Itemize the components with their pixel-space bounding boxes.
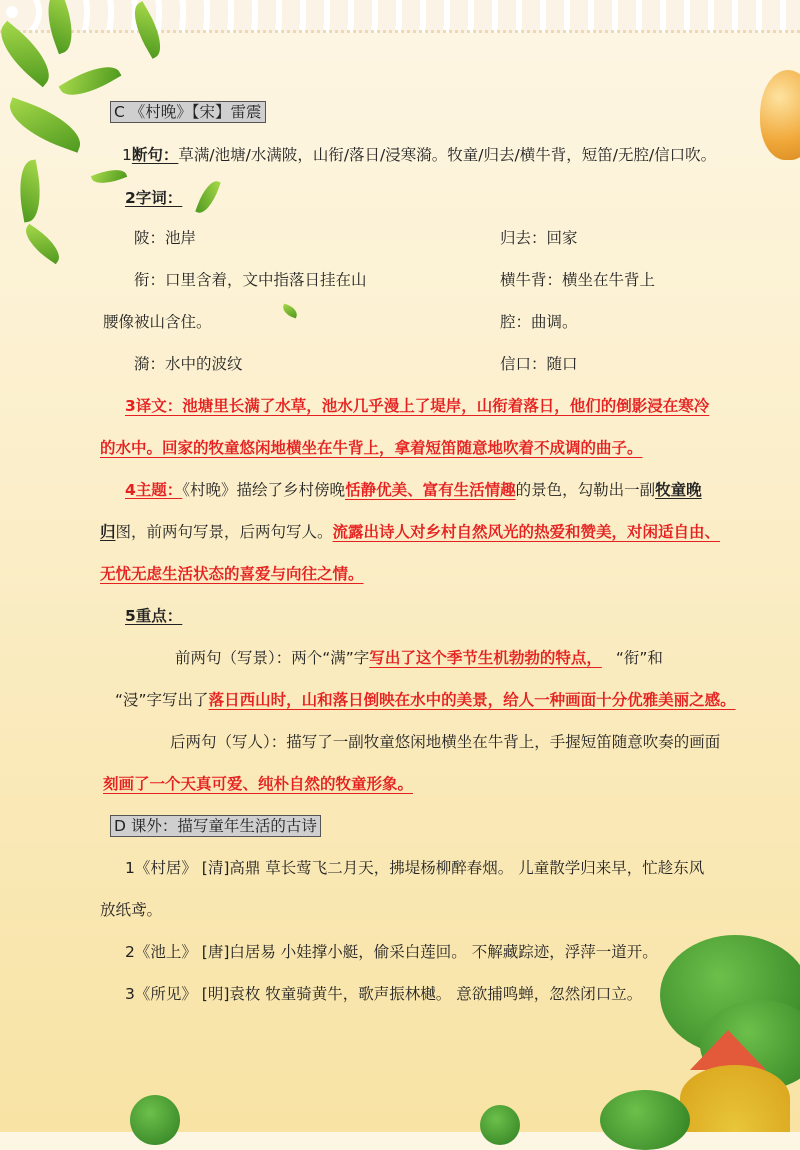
key-text: 后两句（写人）：描写了一副牧童悠闲地横坐在牛背上，手握短笛随意吹奏的画面 [170, 733, 721, 751]
theme-bold: 牧童晚 [655, 481, 702, 499]
theme-text: 图，前两句写景，后两句写人。 [115, 523, 333, 541]
balloon-decoration [760, 70, 800, 160]
poem-line: 放纸鸢。 [100, 901, 163, 919]
p1-label: 断句： [131, 146, 179, 164]
leaf-decoration [59, 56, 122, 105]
bush-decoration [480, 1105, 520, 1145]
vocab-left: 漪：水中的波纹 [134, 355, 243, 373]
key-highlight: 刻画了一个天真可爱、纯朴自然的牧童形象。 [103, 775, 414, 793]
poem-line: 2《池上》 [唐]白居易 小娃撑小艇，偷采白莲回。 不解藏踪迹，浮萍一道开。 [125, 943, 658, 961]
theme-line-1 [125, 480, 702, 500]
key-line-2 [115, 690, 736, 710]
vocab-right: 腔：曲调。 [500, 313, 578, 331]
p1-number: 1 [122, 146, 132, 164]
bush-decoration [600, 1090, 690, 1150]
vocab-left: 衔：口里含着，文中指落日挂在山 [134, 271, 367, 289]
theme-highlight: 流露出诗人对乡村自然风光的热爱和赞美，对闲适自由、 [332, 523, 721, 541]
house-decoration [690, 1030, 766, 1070]
key-line-1 [175, 648, 663, 668]
key-points-label: 5重点： [125, 607, 183, 625]
poem-line: 1《村居》 [清]高鼎 草长莺飞二月天，拂堤杨柳醉春烟。 儿童散学归来早，忙趁东风 [125, 859, 705, 877]
leaf-decoration [195, 178, 220, 217]
section-d-header [110, 816, 321, 836]
translation-line-2: 的水中。回家的牧童悠闲地横坐在牛背上，拿着短笛随意地吹着不成调的曲子。 [100, 439, 643, 457]
vocab-left: 腰像被山含住。 [103, 313, 212, 331]
section-c-header [110, 102, 266, 122]
leaf-decoration [19, 224, 66, 265]
leaf-decoration [91, 165, 127, 189]
section-c-title: C 《村晚》【宋】雷震 [110, 101, 266, 123]
bush-decoration [130, 1095, 180, 1145]
vocab-right: 归去：回家 [500, 229, 578, 247]
vocab-right: 横牛背：横坐在牛背上 [500, 271, 656, 289]
key-text: 前两句（写景）：两个“满”字 [175, 649, 370, 667]
vocab-left: 陂：池岸 [134, 229, 197, 247]
key-text: “浸”字写出了 [115, 691, 209, 709]
leaf-decoration [2, 97, 87, 153]
leaf-decoration [14, 160, 46, 223]
theme-line-2 [100, 522, 720, 542]
key-highlight: 写出了这个季节生机勃勃的特点， [369, 649, 602, 667]
paragraph-1 [122, 145, 716, 165]
key-text: “衔”和 [615, 649, 663, 667]
key-highlight: 落日西山时，山和落日倒映在水中的美景，给人一种画面十分优雅美丽之感。 [208, 691, 736, 709]
poem-line: 3《所见》 [明]袁枚 牧童骑黄牛，歌声振林樾。 意欲捕鸣蝉，忽然闭口立。 [125, 985, 643, 1003]
house-decoration [680, 1065, 790, 1132]
section-d-title: D 课外：描写童年生活的古诗 [110, 815, 321, 837]
p2-label: 2字词： [125, 189, 183, 207]
leaf-decoration [281, 304, 299, 319]
theme-label: 4主题： [125, 481, 183, 499]
theme-text: 《村晚》描绘了乡村傍晚 [182, 481, 346, 499]
vocab-right: 信口：随口 [500, 355, 578, 373]
theme-highlight: 无忧无虑生活状态的喜爱与向往之情。 [100, 565, 364, 583]
lace-border [0, 0, 800, 33]
theme-bold: 归 [100, 523, 116, 541]
theme-highlight: 恬静优美、富有生活情趣 [345, 481, 516, 499]
p1-text: 草满/池塘/水满陂，山衔/落日/浸寒漪。牧童/归去/横牛背，短笛/无腔/信口吹。 [178, 146, 717, 164]
theme-text: 的景色，勾勒出一副 [515, 481, 656, 499]
translation-line-1: 3译文：池塘里长满了水草，池水几乎漫上了堤岸，山衔着落日，他们的倒影浸在寒冷 [125, 397, 710, 415]
